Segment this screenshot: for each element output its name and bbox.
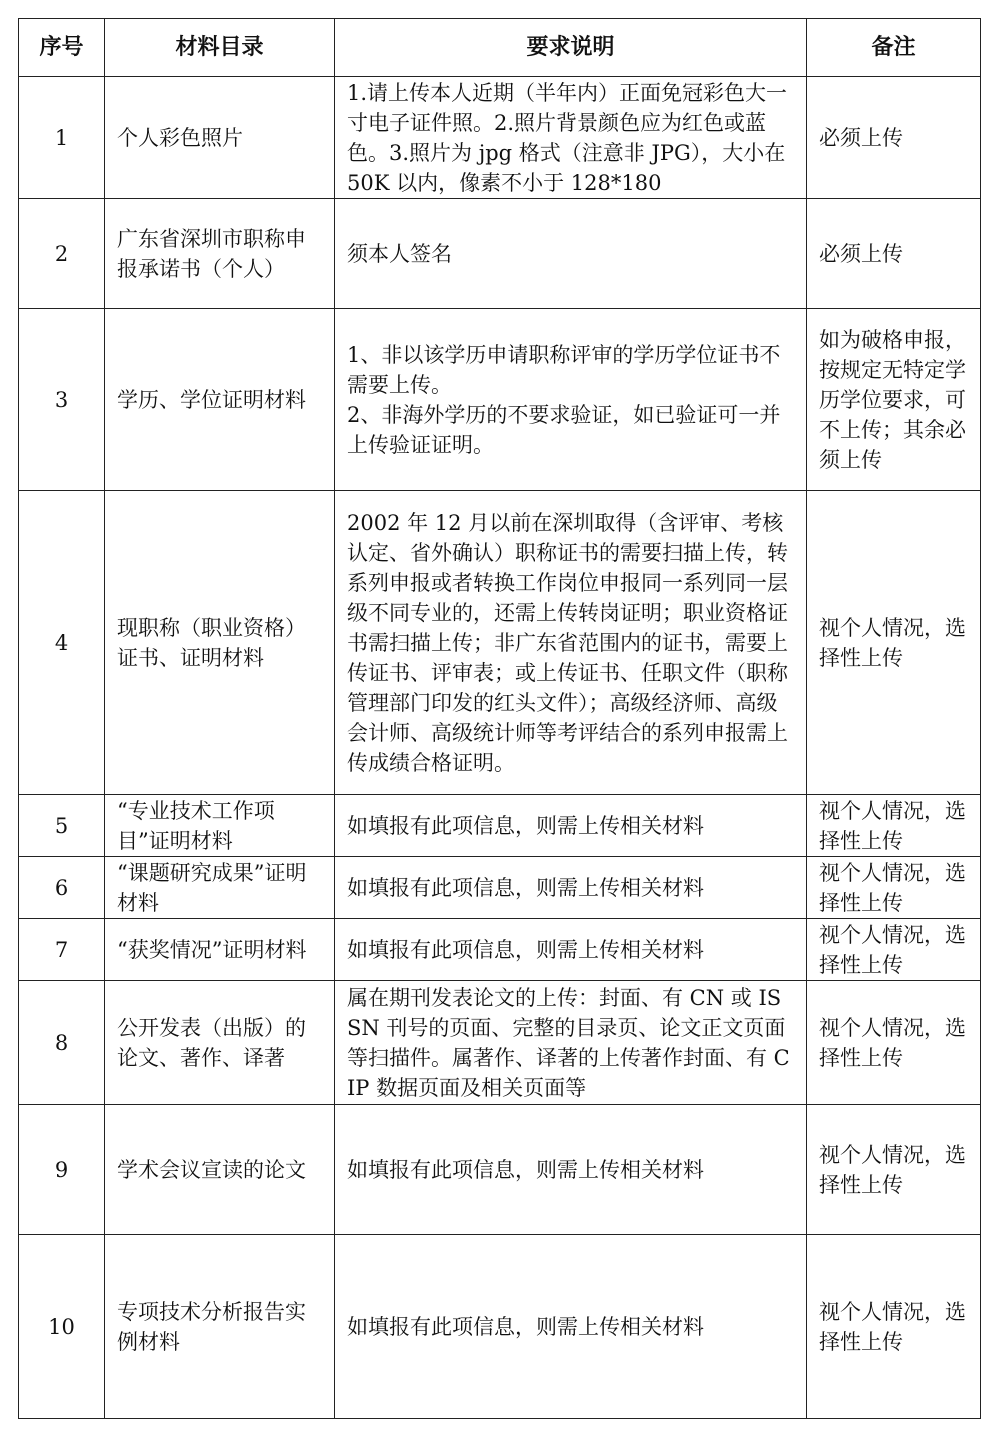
requirement-text-content: 如填报有此项信息，则需上传相关材料 xyxy=(347,875,704,900)
material-name: “专业技术工作项目”证明材料 xyxy=(105,795,335,857)
header-row xyxy=(19,19,981,77)
remarks-text: 视个人情况，选择性上传 xyxy=(807,795,981,857)
table-row xyxy=(19,1105,981,1235)
row-number: 6 xyxy=(19,857,105,919)
material-name: 广东省深圳市职称申报承诺书（个人） xyxy=(105,199,335,309)
header-directory: 材料目录 xyxy=(105,19,335,77)
remarks-text: 如为破格申报，按规定无特定学历学位要求，可不上传；其余必须上传 xyxy=(807,309,981,491)
row-number: 7 xyxy=(19,919,105,981)
requirement-text-content: 属在期刊发表论文的上传：封面、有 CN 或 ISSN 刊号的页面、完整的目录页、论文正文页面等扫描件。属著作、译著的上传著作封面、有 CIP 数据页面及相关页面等 xyxy=(347,985,790,1100)
table-row xyxy=(19,309,981,491)
material-name: 公开发表（出版）的论文、著作、译著 xyxy=(105,981,335,1105)
row-number: 9 xyxy=(19,1105,105,1235)
requirement-text xyxy=(335,309,807,491)
remarks-text: 视个人情况，选择性上传 xyxy=(807,857,981,919)
requirement-text-content: 如填报有此项信息，则需上传相关材料 xyxy=(347,937,704,962)
requirement-text xyxy=(335,1105,807,1235)
requirement-text xyxy=(335,981,807,1105)
requirement-text xyxy=(335,199,807,309)
table-row xyxy=(19,77,981,199)
material-name: 个人彩色照片 xyxy=(105,77,335,199)
requirement-text xyxy=(335,77,807,199)
remarks-text: 视个人情况，选择性上传 xyxy=(807,981,981,1105)
remarks-text: 必须上传 xyxy=(807,199,981,309)
header-remarks: 备注 xyxy=(807,19,981,77)
table-row xyxy=(19,795,981,857)
remarks-text: 视个人情况，选择性上传 xyxy=(807,491,981,795)
remarks-text: 视个人情况，选择性上传 xyxy=(807,919,981,981)
requirement-text xyxy=(335,857,807,919)
table-row xyxy=(19,857,981,919)
material-name: 现职称（职业资格）证书、证明材料 xyxy=(105,491,335,795)
requirement-text-content: 1.请上传本人近期（半年内）正面免冠彩色大一寸电子证件照。2.照片背景颜色应为红色或蓝色。3.照片为 jpg 格式（注意非 JPG），大小在 50K 以内，像素不小于 128*180 xyxy=(347,80,788,195)
remarks-text: 视个人情况，选择性上传 xyxy=(807,1105,981,1235)
requirement-text xyxy=(335,795,807,857)
requirement-text-content: 须本人签名 xyxy=(347,241,452,266)
row-number: 4 xyxy=(19,491,105,795)
header-no: 序号 xyxy=(19,19,105,77)
row-number: 5 xyxy=(19,795,105,857)
requirement-text-content: 如填报有此项信息，则需上传相关材料 xyxy=(347,1157,704,1182)
material-name: 学术会议宣读的论文 xyxy=(105,1105,335,1235)
requirement-text-content: 如填报有此项信息，则需上传相关材料 xyxy=(347,813,704,838)
requirement-text-content: 1、非以该学历申请职称评审的学历学位证书不需要上传。 2、非海外学历的不要求验证，如已验证可一并上传验证证明。 xyxy=(347,342,781,457)
table-row xyxy=(19,1235,981,1419)
table-row xyxy=(19,199,981,309)
requirement-text xyxy=(335,491,807,795)
material-name: 学历、学位证明材料 xyxy=(105,309,335,491)
requirement-text-content: 2002 年 12 月以前在深圳取得（含评审、考核认定、省外确认）职称证书的需要扫描上传，转系列申报或者转换工作岗位申报同一系列同一层级不同专业的，还需上传转岗证明；职业资格证书需扫描上传；非广东省范围内的证书，需要上传证书、评审表；或上传证书、任职文件（职称管理部门印发的红头文件）；高级经济师、高级会计师、高级统计师等考评结合的系列申报需上传成绩合格证明。 xyxy=(347,510,788,775)
row-number: 10 xyxy=(19,1235,105,1419)
table-row xyxy=(19,981,981,1105)
table-row xyxy=(19,491,981,795)
row-number: 1 xyxy=(19,77,105,199)
requirement-text xyxy=(335,1235,807,1419)
remarks-text: 视个人情况，选择性上传 xyxy=(807,1235,981,1419)
requirement-text-content: 如填报有此项信息，则需上传相关材料 xyxy=(347,1314,704,1339)
material-name: 专项技术分析报告实例材料 xyxy=(105,1235,335,1419)
table-row xyxy=(19,919,981,981)
row-number: 8 xyxy=(19,981,105,1105)
row-number: 3 xyxy=(19,309,105,491)
material-name: “课题研究成果”证明材料 xyxy=(105,857,335,919)
remarks-text: 必须上传 xyxy=(807,77,981,199)
header-requirement: 要求说明 xyxy=(335,19,807,77)
row-number: 2 xyxy=(19,199,105,309)
materials-table xyxy=(18,18,981,1419)
requirement-text xyxy=(335,919,807,981)
material-name: “获奖情况”证明材料 xyxy=(105,919,335,981)
